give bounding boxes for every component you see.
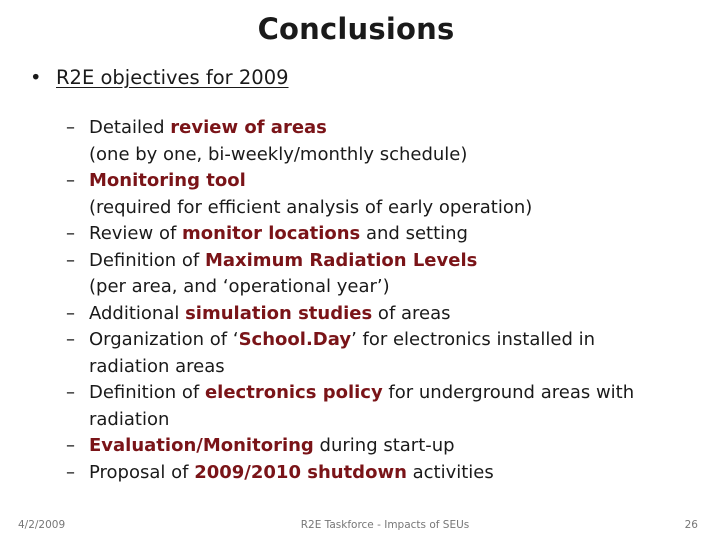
item-text: activities — [406, 461, 494, 483]
item-text: Definition of — [89, 382, 205, 403]
slide-title: Conclusions — [257, 12, 455, 46]
list-item — [66, 221, 686, 248]
list-item — [66, 380, 686, 433]
item-text: Definition of — [89, 249, 205, 271]
item-text: Additional — [89, 302, 186, 324]
objectives-bullet — [30, 63, 289, 93]
objectives-list — [66, 115, 686, 486]
emphasis-text: review of areas — [170, 117, 327, 138]
slide-number: 26 — [684, 519, 698, 531]
item-text: for underground areas with — [382, 382, 635, 403]
list-item — [66, 168, 686, 221]
list-item — [66, 115, 686, 168]
item-text: radiation — [89, 408, 170, 430]
item-text: Organization of ‘ — [89, 329, 239, 350]
footer-title: R2E Taskforce - Impacts of SEUs — [300, 519, 470, 531]
dash-icon: – — [66, 249, 75, 271]
dash-icon: – — [66, 382, 75, 403]
item-text: ’ for electronics installed in — [351, 329, 596, 350]
list-item — [66, 327, 686, 380]
item-text: during start-up — [313, 435, 455, 456]
list-item — [66, 433, 686, 460]
dash-icon: – — [66, 461, 75, 483]
list-item — [66, 248, 686, 301]
emphasis-text: Evaluation/Monitoring — [89, 435, 314, 456]
dash-icon: – — [66, 223, 75, 244]
item-text: (per area, and ‘operational year’) — [89, 276, 390, 297]
dash-icon: – — [66, 302, 75, 324]
emphasis-text: 2009/2010 shutdown — [194, 461, 407, 483]
dash-icon: – — [66, 170, 75, 191]
emphasis-text: monitor locations — [182, 223, 361, 244]
item-text: Review of — [89, 223, 183, 244]
dash-icon: – — [66, 435, 75, 456]
list-item — [66, 301, 686, 328]
list-item — [66, 460, 686, 487]
item-text: and setting — [360, 223, 468, 244]
item-text: radiation areas — [89, 355, 225, 377]
emphasis-text: simulation studies — [185, 302, 373, 324]
bullet-icon: • — [30, 66, 42, 89]
footer-date: 4/2/2009 — [18, 519, 66, 531]
item-text: Proposal of — [89, 461, 195, 483]
emphasis-text: Maximum Radiation Levels — [204, 249, 478, 271]
item-text: (one by one, bi-weekly/monthly schedule) — [89, 143, 468, 165]
emphasis-text: School.Day — [238, 329, 352, 350]
item-text: (required for efficient analysis of early operation) — [89, 196, 533, 218]
emphasis-text: electronics policy — [204, 382, 383, 403]
emphasis-text: Monitoring tool — [89, 170, 246, 191]
objectives-heading: R2E objectives for 2009 — [56, 66, 289, 89]
item-text: of areas — [372, 302, 451, 324]
item-text: Detailed — [89, 117, 171, 138]
dash-icon: – — [66, 117, 75, 138]
dash-icon: – — [66, 329, 75, 350]
